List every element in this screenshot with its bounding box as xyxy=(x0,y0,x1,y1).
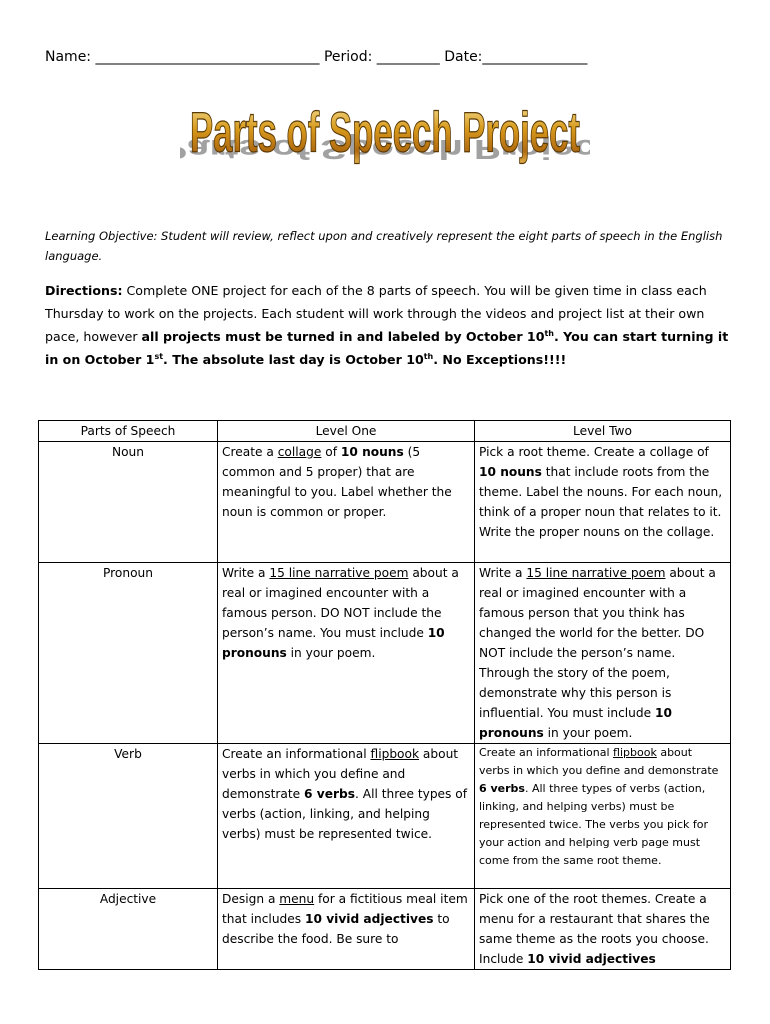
cell-underline: 15 line narrative poem xyxy=(526,566,666,580)
level-one-cell xyxy=(218,744,475,889)
cell-text: Create an informational xyxy=(222,747,371,761)
cell-text: Create a xyxy=(222,445,278,459)
directions-last-day: . The absolute last day is October 10 xyxy=(163,352,424,367)
cell-bold: 6 verbs xyxy=(479,782,525,795)
cell-text: . All three types of verbs (action, linking, and helping verbs) must be represented twice. The verbs you pick for your action and helping verb page must come from the same root theme. xyxy=(479,782,709,867)
pos-cell: Noun xyxy=(39,442,218,563)
sup-th-1: th xyxy=(544,328,554,338)
cell-underline: menu xyxy=(279,892,315,906)
cell-bold: 10 nouns xyxy=(479,465,542,479)
cell-text: Write a xyxy=(222,566,270,580)
sup-th-2: th xyxy=(423,351,434,361)
cell-text: Create an informational xyxy=(479,746,614,759)
projects-table xyxy=(38,420,731,970)
date-blank[interactable]: _______________ xyxy=(482,49,588,65)
cell-bold: 10 pronouns xyxy=(222,626,445,660)
cell-text: of xyxy=(321,445,341,459)
table-row xyxy=(39,563,731,744)
title-wordart xyxy=(180,82,590,192)
learning-objective: Learning Objective: Student will review, reflect upon and creatively represent the eight parts of speech in the English language. xyxy=(45,229,723,263)
cell-text: Write a xyxy=(479,566,527,580)
level-two-cell xyxy=(475,442,731,563)
header-line xyxy=(45,49,735,65)
directions-exceptions: . No Exceptions!!!! xyxy=(433,352,567,367)
cell-bold: 10 vivid adjectives xyxy=(527,952,656,966)
cell-underline: collage xyxy=(277,445,322,459)
level-two-cell xyxy=(475,889,731,970)
col-header-parts: Parts of Speech xyxy=(39,421,218,442)
directions-deadline: all projects must be turned in and labeled by October 10 xyxy=(141,329,545,344)
cell-text: for a fictitious meal item that includes xyxy=(222,892,468,926)
date-label: Date: xyxy=(444,49,483,65)
directions-start: . You can start turning it in on October 1 xyxy=(45,329,729,367)
cell-text: . All three types of verbs (action, linking, and helping verbs) must be represented twice. xyxy=(222,787,468,841)
cell-underline: 15 line narrative poem xyxy=(269,566,409,580)
table-header-row xyxy=(39,421,731,442)
col-header-level-one: Level One xyxy=(218,421,475,442)
level-two-cell xyxy=(475,563,731,744)
name-blank[interactable]: ________________________________ xyxy=(95,49,320,65)
directions-label: Directions: xyxy=(45,283,123,298)
title-wordart-svg xyxy=(180,82,590,192)
cell-text: Pick a root theme. Create a collage of xyxy=(479,445,709,459)
cell-bold: 10 nouns xyxy=(340,445,404,459)
period-label: Period: xyxy=(323,49,373,65)
cell-text: that include roots from the theme. Label the nouns. For each noun, think of a proper noun that relates to it. Write the proper nouns on the collage. xyxy=(479,465,723,539)
cell-text: in your poem. xyxy=(286,646,376,660)
name-label: Name: xyxy=(45,49,92,65)
cell-text: about a real or imagined encounter with a famous person that you think has changed the world for the better. DO NOT include the person’s name. Through the story of the poem, demonstrate why this person is influential. You must include xyxy=(479,566,716,720)
col-header-level-two: Level Two xyxy=(475,421,731,442)
title-shadow: Parts of Speech Project xyxy=(180,133,590,165)
table-row xyxy=(39,442,731,563)
cell-text: about verbs in which you define and demonstrate xyxy=(479,746,719,777)
sup-st: st xyxy=(154,351,164,361)
cell-text: Design a xyxy=(222,892,280,906)
level-two-cell xyxy=(475,744,731,889)
table-row xyxy=(39,744,731,889)
cell-text: in your poem. xyxy=(543,726,633,740)
period-blank[interactable]: _________ xyxy=(376,49,440,65)
directions xyxy=(45,279,735,371)
pos-cell: Verb xyxy=(39,744,218,889)
cell-bold: 10 vivid adjectives xyxy=(305,912,434,926)
pos-cell: Pronoun xyxy=(39,563,218,744)
cell-underline: flipbook xyxy=(370,747,420,761)
pos-cell: Adjective xyxy=(39,889,218,970)
cell-bold: 6 verbs xyxy=(304,787,355,801)
level-one-cell xyxy=(218,442,475,563)
cell-text: (5 common and 5 proper) that are meaningful to you. Label whether the noun is common or proper. xyxy=(222,445,452,519)
table-row xyxy=(39,889,731,970)
level-one-cell xyxy=(218,889,475,970)
cell-text: Pick one of the root themes. Create a menu for a restaurant that shares the same theme as the roots you choose. Include xyxy=(479,892,710,966)
directions-text: Complete ONE project for each of the 8 parts of speech. You will be given time in class each Thursday to work on the projects. Each student will work through the videos and project list at their own pace, however xyxy=(45,283,707,344)
cell-text: about a real or imagined encounter with a famous person. DO NOT include the person’s name. You must include xyxy=(222,566,459,640)
cell-bold: 10 pronouns xyxy=(479,706,672,740)
cell-text: about verbs in which you define and demonstrate xyxy=(222,747,459,801)
cell-text: to describe the food. Be sure to xyxy=(222,912,450,946)
cell-underline: flipbook xyxy=(613,746,657,759)
title-text: Parts of Speech Project xyxy=(190,100,580,164)
level-one-cell xyxy=(218,563,475,744)
